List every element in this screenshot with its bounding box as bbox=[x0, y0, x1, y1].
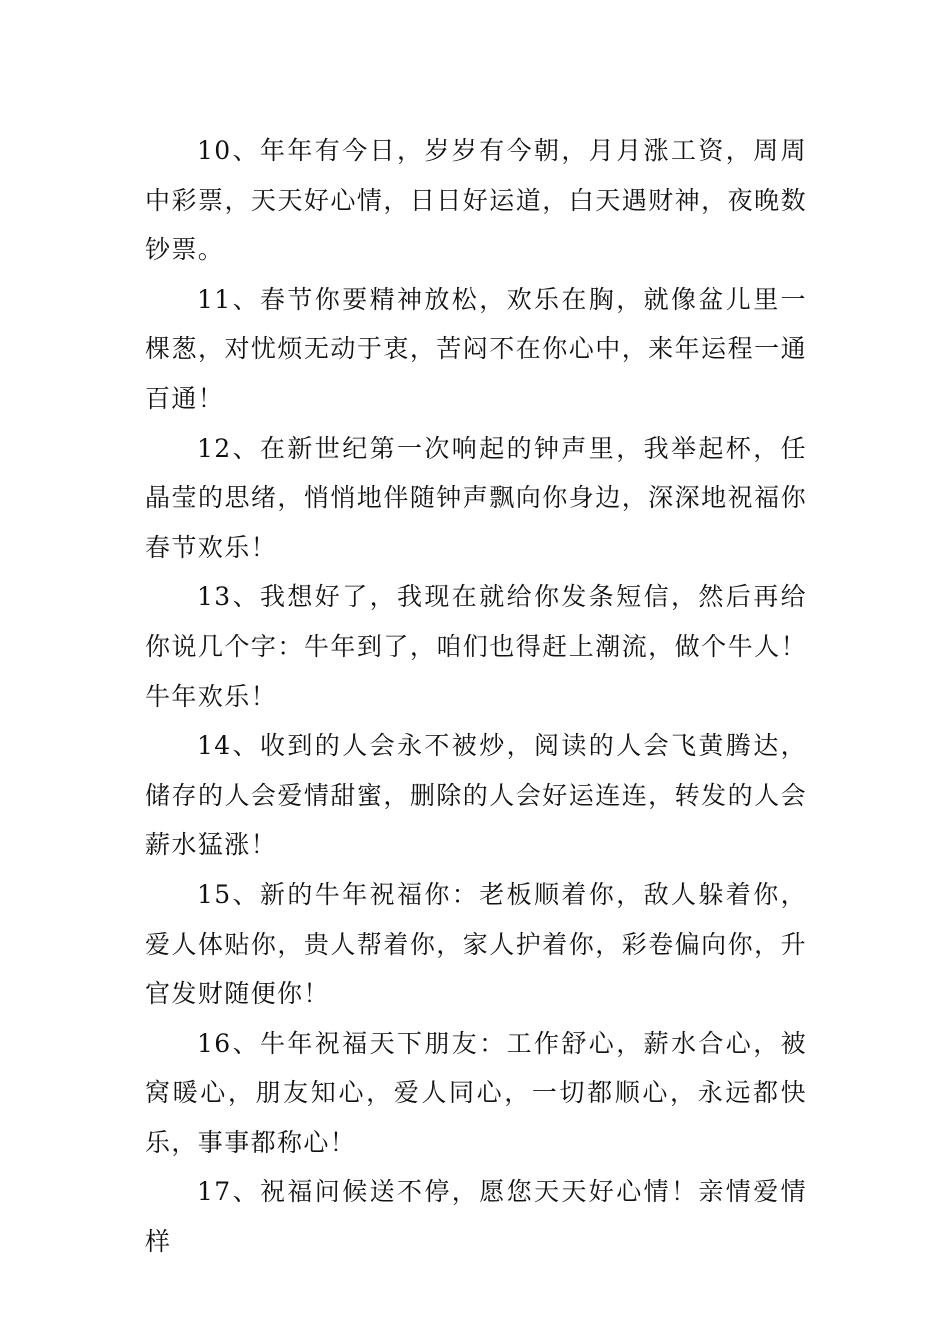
paragraph-10: 10、年年有今日，岁岁有今朝，月月涨工资，周周中彩票，天天好心情，日日好运道，白天遇财神，夜晚数钞票。 bbox=[145, 136, 807, 265]
paragraph-12: 12、在新世纪第一次响起的钟声里，我举起杯，任晶莹的思绪，悄悄地伴随钟声飘向你身边，深深地祝福你春节欢乐！ bbox=[145, 433, 807, 562]
paragraph-16: 16、牛年祝福天下朋友：工作舒心，薪水合心，被窝暖心，朋友知心，爱人同心，一切都顺心，永远都快乐，事事都称心！ bbox=[145, 1028, 807, 1157]
paragraph-13: 13、我想好了，我现在就给你发条短信，然后再给你说几个字：牛年到了，咱们也得赶上潮流，做个牛人！牛年欢乐！ bbox=[145, 582, 807, 711]
paragraph-17: 17、祝福问候送不停，愿您天天好心情！亲情爱情样 bbox=[145, 1177, 807, 1257]
paragraph-15: 15、新的牛年祝福你：老板顺着你，敌人躲着你，爱人体贴你，贵人帮着你，家人护着你，彩卷偏向你，升官发财随便你！ bbox=[145, 879, 807, 1009]
paragraph-11: 11、春节你要精神放松，欢乐在胸，就像盆儿里一棵葱，对忧烦无动于衷，苦闷不在你心中，来年运程一通百通！ bbox=[145, 284, 807, 413]
paragraph-14: 14、收到的人会永不被炒，阅读的人会飞黄腾达，储存的人会爱情甜蜜，删除的人会好运连连，转发的人会薪水猛涨！ bbox=[145, 731, 807, 860]
document-body bbox=[145, 126, 807, 1267]
